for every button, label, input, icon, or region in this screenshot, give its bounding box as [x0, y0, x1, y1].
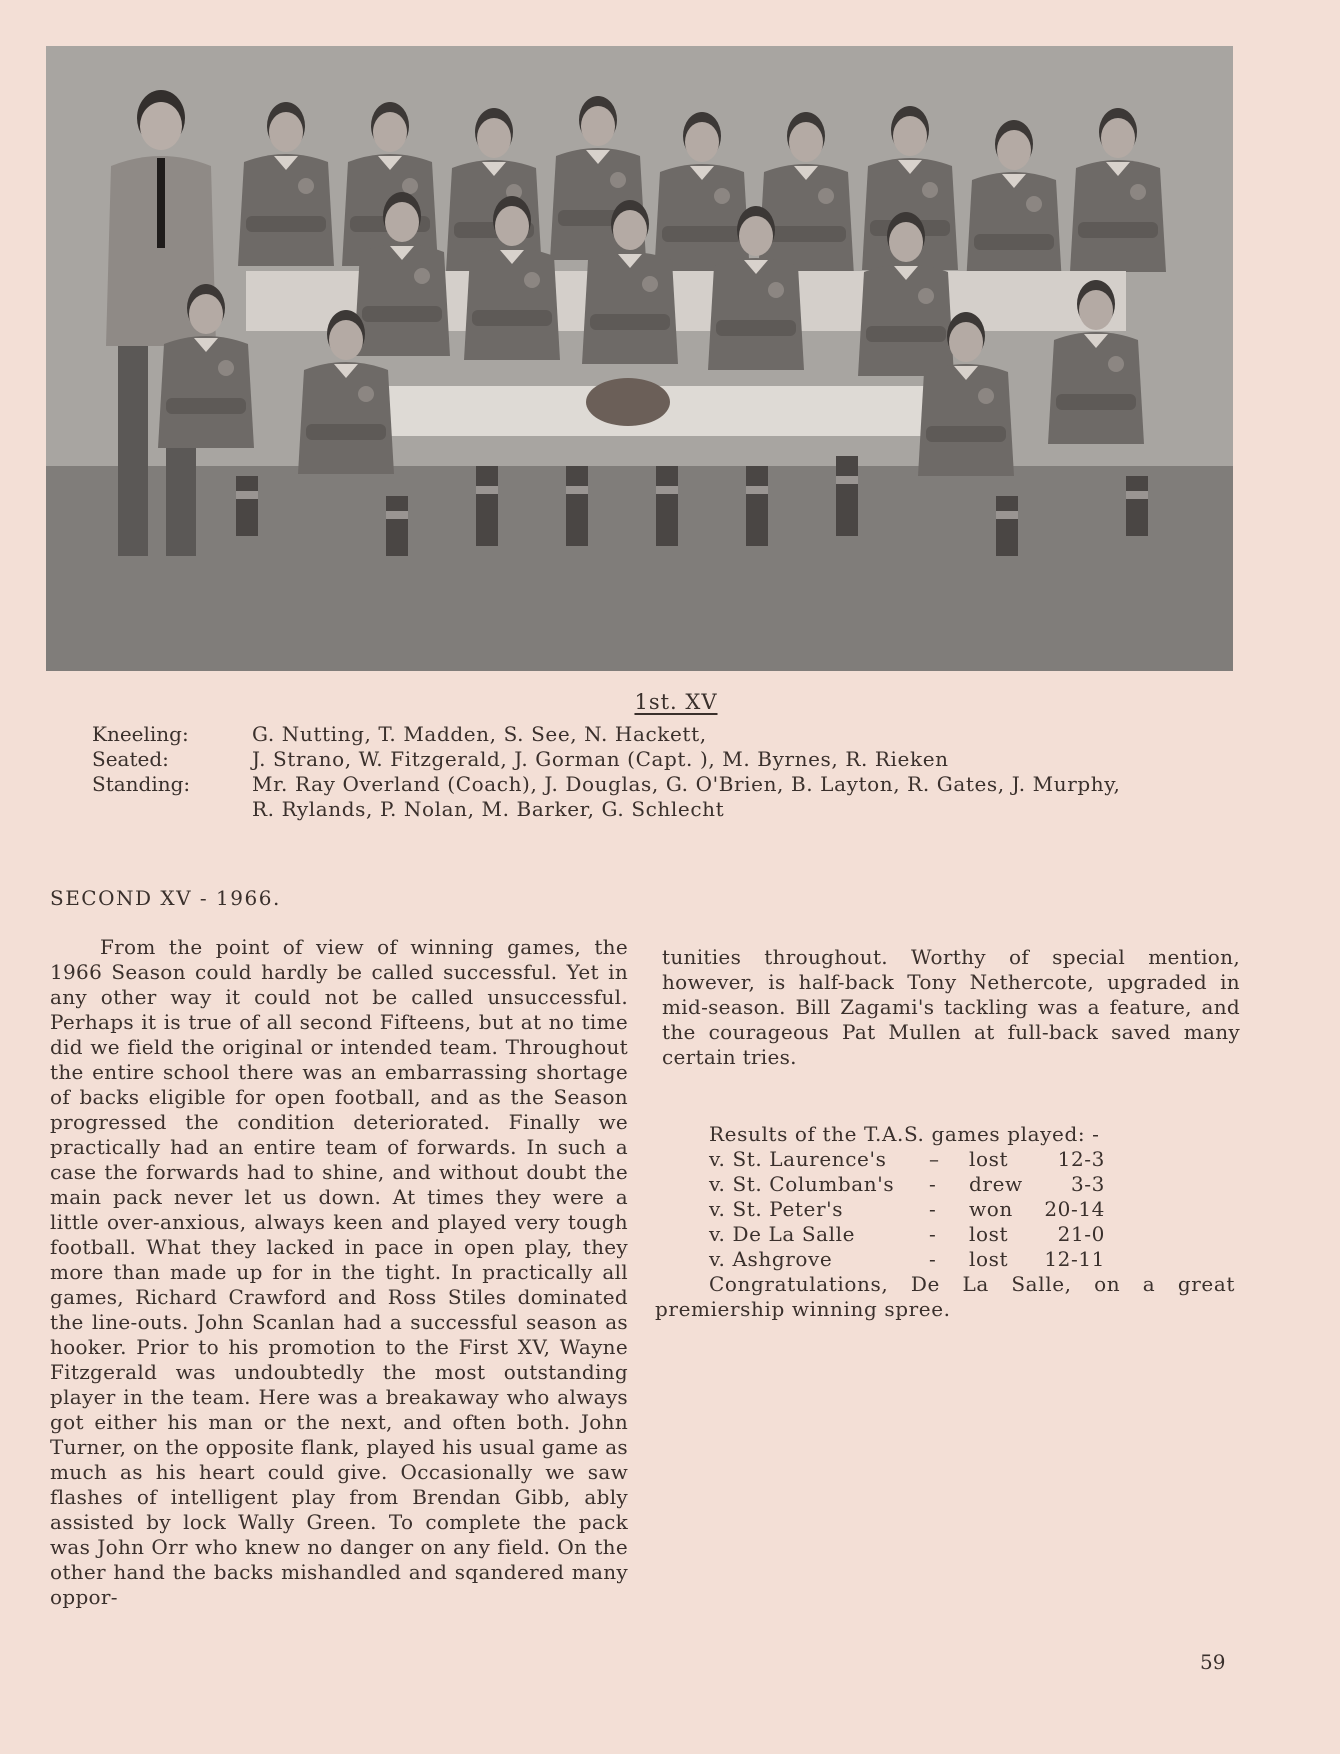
article-heading: SECOND XV - 1966.	[50, 886, 281, 910]
roster-row-standing	[92, 772, 1232, 797]
article-column-right	[662, 945, 1240, 1070]
result-outcome: lost	[969, 1147, 1009, 1171]
result-score: 20-14	[1044, 1197, 1105, 1221]
result-score: 12-11	[1044, 1247, 1105, 1271]
roster-label: Seated:	[92, 747, 169, 771]
team-photo	[46, 46, 1233, 671]
result-row	[655, 1197, 1235, 1222]
roster-names: G. Nutting, T. Madden, S. See, N. Hackett,	[252, 722, 707, 746]
result-row	[655, 1247, 1235, 1272]
roster-names: J. Strano, W. Fitzgerald, J. Gorman (Capt. ), M. Byrnes, R. Rieken	[252, 747, 949, 771]
result-dash: -	[929, 1222, 937, 1246]
results-intro: Results of the T.A.S. games played: -	[709, 1122, 1100, 1146]
roster-label: Standing:	[92, 772, 191, 796]
roster-label: Kneeling:	[92, 722, 189, 746]
article-paragraph: tunities throughout. Worthy of special mention, however, is half-back Tony Nethercote, upgraded in mid-season. Bill Zagami's tackling was a feature, and the courageous Pat Mullen at full-back saved many certain tries.	[662, 945, 1240, 1069]
result-score: 12-3	[1057, 1147, 1105, 1171]
result-outcome: lost	[969, 1247, 1009, 1271]
result-row	[655, 1172, 1235, 1197]
roster-row-seated	[92, 747, 1232, 772]
result-outcome: lost	[969, 1222, 1009, 1246]
roster-names: Mr. Ray Overland (Coach), J. Douglas, G. O'Brien, B. Layton, R. Gates, J. Murphy,	[252, 772, 1121, 796]
result-dash: -	[929, 1247, 937, 1271]
results-congratulations: Congratulations, De La Salle, on a great premiership winning spree.	[655, 1272, 1235, 1321]
roster-row-kneeling	[92, 722, 1232, 747]
article-column-left	[50, 935, 628, 1610]
result-opponent: v. St. Laurence's	[709, 1147, 887, 1171]
photo-caption-title: 1st. XV	[634, 690, 718, 714]
result-outcome: drew	[969, 1172, 1023, 1196]
roster	[92, 722, 1232, 822]
results-block	[655, 1122, 1235, 1322]
result-score: 21-0	[1057, 1222, 1105, 1246]
result-dash: –	[929, 1147, 940, 1171]
page-number: 59	[1200, 1650, 1226, 1674]
result-opponent: v. De La Salle	[709, 1222, 856, 1246]
result-opponent: v. St. Columban's	[709, 1172, 895, 1196]
result-score: 3-3	[1070, 1172, 1105, 1196]
result-row	[655, 1147, 1235, 1172]
result-dash: -	[929, 1197, 937, 1221]
result-outcome: won	[969, 1197, 1013, 1221]
result-opponent: v. St. Peter's	[709, 1197, 844, 1221]
result-row	[655, 1222, 1235, 1247]
result-opponent: v. Ashgrove	[709, 1247, 833, 1271]
article-paragraph: From the point of view of winning games, the 1966 Season could hardly be called successful. Yet in any other way it could not be called unsuccessful. Perhaps it is true of all second Fifteens, but at no time did we field the original or intended team. Throughout the entire school there was an embarrassing shortage of backs eligible for open football, and as the Season progressed the condition deteriorated. Finally we practically had an entire team of forwards. In such a case the forwards had to shine, and without doubt the main pack never let us down. At times they were a little over-anxious, always keen and played very tough football. What they lacked in pace in open play, they more than made up for in the tight. In practically all games, Richard Crawford and Ross Stiles dominated the line-outs. John Scanlan had a successful season as hooker. Prior to his promotion to the First XV, Wayne Fitzgerald was undoubtedly the most outstanding player in the team. Here was a breakaway who always got either his man or the next, and often both. John Turner, on the opposite flank, played his usual game as much as his heart could give. Occasionally we saw flashes of intelligent play from Brendan Gibb, ably assisted by lock Wally Green. To complete the pack was John Orr who knew no danger on any field. On the other hand the backs mishandled and sqandered many oppor-	[50, 935, 628, 1609]
roster-names-continued: R. Rylands, P. Nolan, M. Barker, G. Schlecht	[252, 797, 725, 821]
result-dash: -	[929, 1172, 937, 1196]
